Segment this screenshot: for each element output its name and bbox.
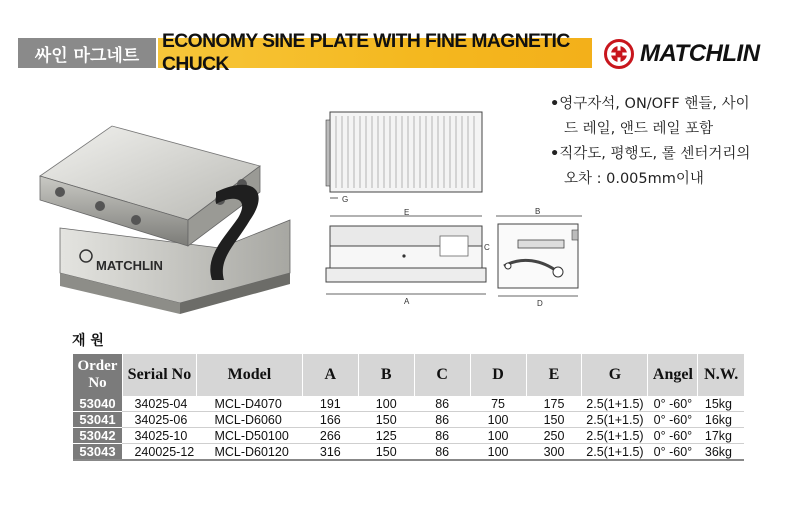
spec-header-row (73, 354, 745, 396)
cell-serial: 34025-06 (122, 412, 196, 428)
cell-g: 2.5(1+1.5) (582, 412, 648, 428)
cell-angle: 0° -60° (648, 412, 698, 428)
drawing-top-view (320, 100, 490, 210)
drawing-label-b: B (535, 207, 541, 216)
cell-e: 250 (526, 428, 582, 444)
cell-model: MCL-D60120 (196, 444, 302, 461)
drawing-label-e: E (404, 208, 410, 217)
cell-a: 316 (302, 444, 358, 461)
cell-a: 191 (302, 396, 358, 412)
cell-nw: 17kg (698, 428, 744, 444)
header-b: B (358, 354, 414, 396)
header-serial: Serial No (122, 354, 196, 396)
cell-d: 75 (470, 396, 526, 412)
cell-e: 300 (526, 444, 582, 461)
table-row (73, 412, 745, 428)
product-photo (20, 108, 312, 314)
header-d: D (470, 354, 526, 396)
cell-b: 125 (358, 428, 414, 444)
drawing-side-view (490, 204, 590, 308)
cell-c: 86 (414, 428, 470, 444)
cell-order: 53042 (73, 428, 123, 444)
cell-model: MCL-D4070 (196, 396, 302, 412)
cell-nw: 15kg (698, 396, 744, 412)
header-g: G (582, 354, 648, 396)
header-a: A (302, 354, 358, 396)
cell-angle: 0° -60° (648, 396, 698, 412)
header-e: E (526, 354, 582, 396)
feature-2-line-1: •직각도, 평행도, 롤 센터거리의 (550, 146, 751, 162)
cell-angle: 0° -60° (648, 428, 698, 444)
cell-a: 266 (302, 428, 358, 444)
spec-title: 재 원 (72, 333, 104, 349)
table-row (73, 444, 745, 461)
bullet-icon: • (550, 96, 560, 112)
spec-table (72, 354, 744, 461)
feature-1-line-1: •영구자석, ON/OFF 핸들, 사이 (550, 96, 750, 112)
cell-order: 53043 (73, 444, 123, 461)
cell-d: 100 (470, 412, 526, 428)
cell-c: 86 (414, 412, 470, 428)
cell-serial: 240025-12 (122, 444, 196, 461)
table-row (73, 396, 745, 412)
cell-e: 175 (526, 396, 582, 412)
photo-brand-mark: MATCHLIN (96, 258, 163, 273)
cell-c: 86 (414, 444, 470, 461)
cell-serial: 34025-10 (122, 428, 196, 444)
cell-order: 53041 (73, 412, 123, 428)
brand-logo-block (604, 38, 760, 70)
cell-model: MCL-D50100 (196, 428, 302, 444)
feature-2-line-2: 오차 : 0.005mm이내 (564, 171, 704, 187)
header-angle: Angel (648, 354, 698, 396)
cell-b: 150 (358, 412, 414, 428)
cell-g: 2.5(1+1.5) (582, 396, 648, 412)
cell-d: 100 (470, 428, 526, 444)
table-row (73, 428, 745, 444)
header-nw: N.W. (698, 354, 744, 396)
cell-order: 53040 (73, 396, 123, 412)
header-model: Model (196, 354, 302, 396)
cell-c: 86 (414, 396, 470, 412)
matchlin-logo-icon (604, 39, 634, 69)
drawing-label-d: D (537, 299, 543, 308)
header-order-no: Order No (73, 354, 123, 396)
cell-b: 100 (358, 396, 414, 412)
english-title: ECONOMY SINE PLATE WITH FINE MAGNETIC CHUCK (162, 30, 570, 75)
cell-model: MCL-D6060 (196, 412, 302, 428)
cell-g: 2.5(1+1.5) (582, 428, 648, 444)
cell-b: 150 (358, 444, 414, 461)
cell-d: 100 (470, 444, 526, 461)
korean-title: 싸인 마그네트 (34, 45, 140, 66)
cell-a: 166 (302, 412, 358, 428)
cell-serial: 34025-04 (122, 396, 196, 412)
header-c: C (414, 354, 470, 396)
cell-e: 150 (526, 412, 582, 428)
drawing-label-a: A (404, 297, 410, 306)
drawing-label-g: G (342, 195, 349, 204)
drawing-label-c: C (484, 243, 490, 252)
cell-nw: 36kg (698, 444, 744, 461)
bullet-icon: • (550, 146, 560, 162)
feature-list (550, 92, 790, 192)
cell-g: 2.5(1+1.5) (582, 444, 648, 461)
drawing-front-view (320, 208, 490, 308)
korean-title-banner (18, 38, 156, 68)
cell-nw: 16kg (698, 412, 744, 428)
english-title-banner (158, 30, 592, 75)
cell-angle: 0° -60° (648, 444, 698, 461)
feature-1-line-2: 드 레일, 앤드 레일 포함 (564, 121, 714, 137)
brand-name: MATCHLIN (640, 40, 760, 67)
